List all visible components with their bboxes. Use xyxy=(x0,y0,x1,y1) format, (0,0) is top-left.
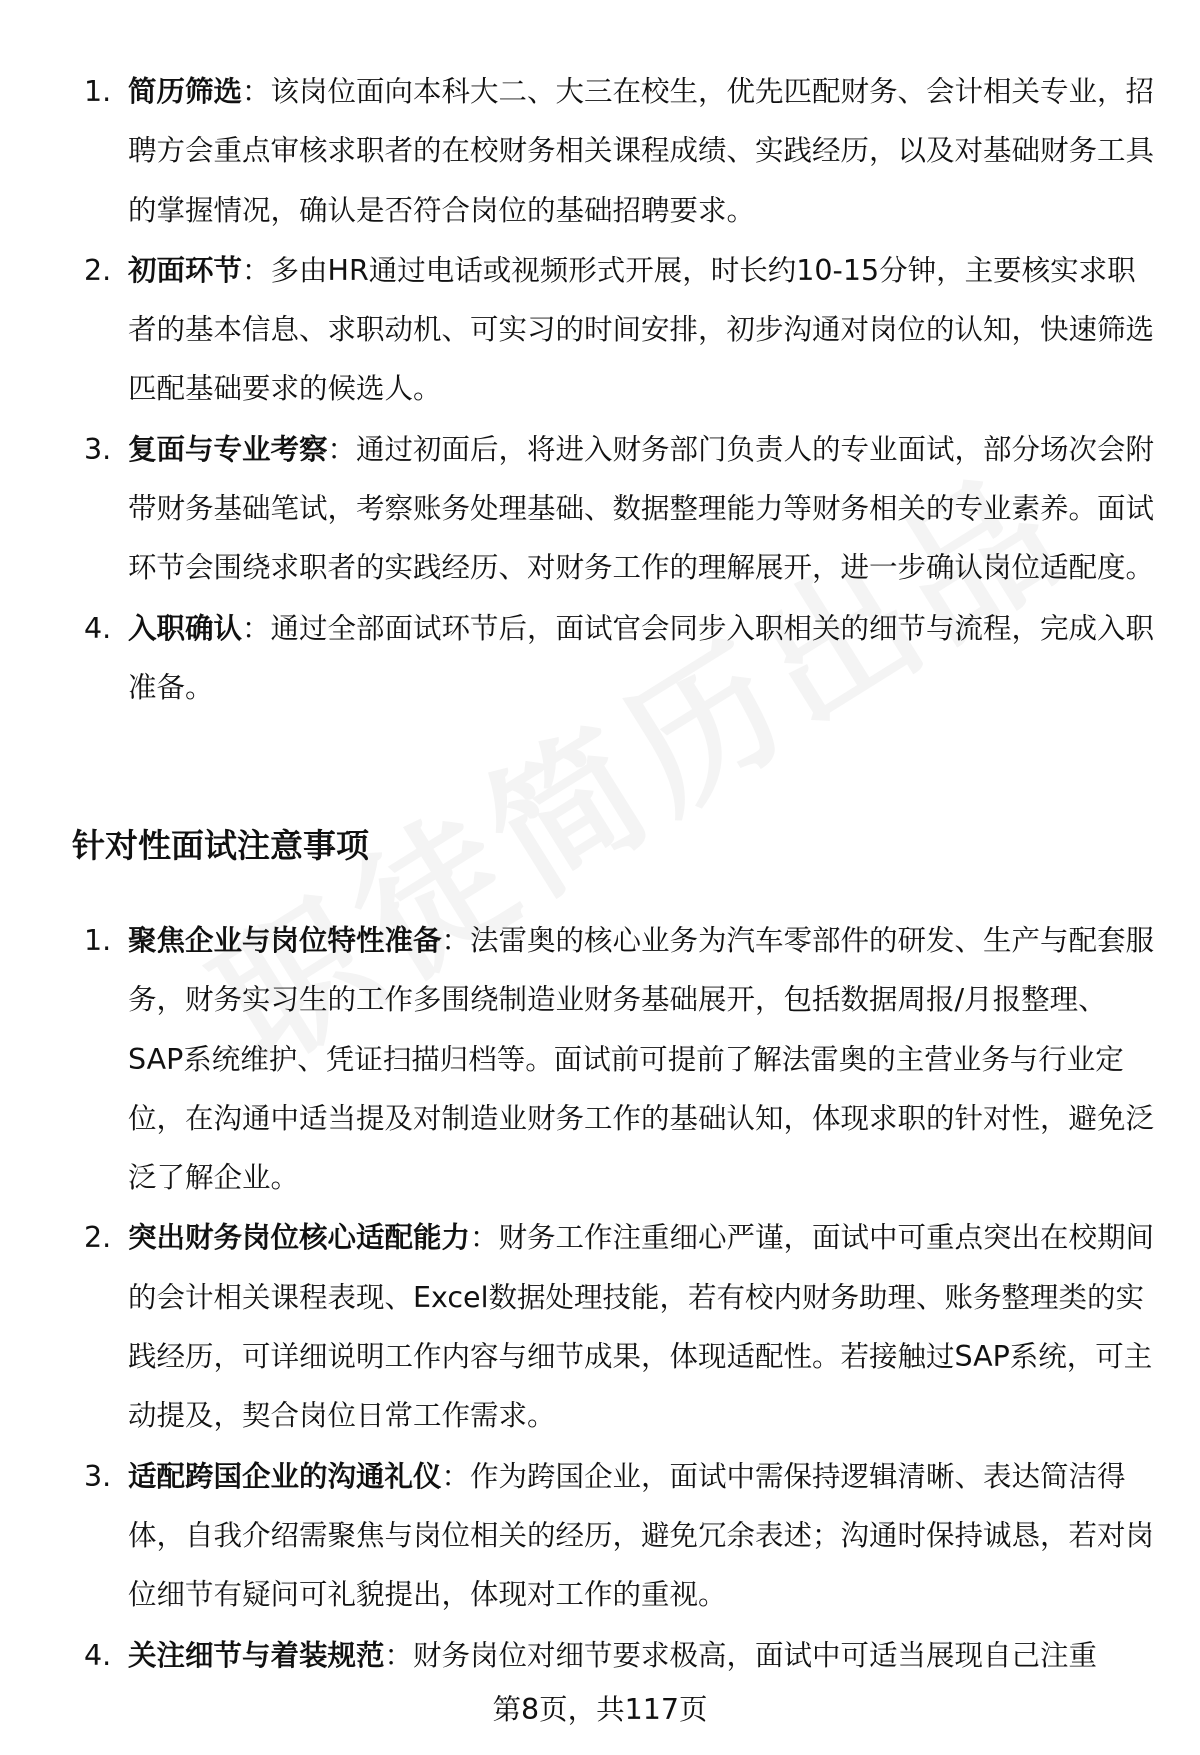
item-term: 关注细节与着装规范 xyxy=(128,1638,385,1672)
item-number: 4. xyxy=(84,1638,112,1672)
list-item xyxy=(0,62,1158,240)
item-term: 适配跨国企业的沟通礼仪 xyxy=(128,1459,442,1493)
item-text: 通过全部面试环节后，面试官会同步入职相关的细节与流程，完成入职准备。 xyxy=(128,611,1155,704)
item-separator: ： xyxy=(441,1459,471,1493)
list-item xyxy=(0,1447,1158,1625)
item-text: 通过初面后，将进入财务部门负责人的专业面试，部分场次会附带财务基础笔试，考察账务处理基础、数据整理能力等财务相关的专业素养。面试环节会围绕求职者的实践经历、对财务工作的理解展开，进一步确认岗位适配度。 xyxy=(128,432,1155,585)
list-item xyxy=(0,1208,1158,1445)
item-separator: ： xyxy=(242,253,271,287)
item-separator: ： xyxy=(242,75,271,108)
item-text: 财务工作注重细心严谨，面试中可重点突出在校期间的会计相关课程表现、Excel数据处理技能，若有校内财务助理、账务整理类的实践经历，可详细说明工作内容与细节成果，体现适配性。若接触过SAP系统，可主动提及，契合岗位日常工作需求。 xyxy=(128,1221,1155,1433)
item-number: 1. xyxy=(84,924,112,957)
item-number: 4. xyxy=(84,611,112,645)
item-term: 复面与专业考察 xyxy=(128,432,328,466)
item-number: 2. xyxy=(84,1221,112,1255)
item-term: 突出财务岗位核心适配能力 xyxy=(128,1221,471,1255)
item-number: 3. xyxy=(84,1459,112,1493)
section-title: 针对性面试注意事项 xyxy=(72,826,369,865)
item-term: 简历筛选 xyxy=(128,75,243,108)
page-number: 第8页，共117页 xyxy=(492,1693,708,1726)
item-number: 3. xyxy=(84,432,112,466)
list-item xyxy=(0,1626,1158,1685)
item-separator: ： xyxy=(470,1221,499,1255)
item-text: 作为跨国企业，面试中需保持逻辑清晰、表达简洁得体，自我介绍需聚焦与岗位相关的经历，避免冗余表述；沟通时保持诚恳，若对岗位细节有疑问可礼貌提出，体现对工作的重视。 xyxy=(128,1459,1155,1612)
interview-process-list xyxy=(0,62,1158,717)
item-separator: ： xyxy=(327,432,357,466)
list-item xyxy=(0,599,1158,718)
interview-tips-list xyxy=(0,911,1158,1685)
item-text: 该岗位面向本科大二、大三在校生，优先匹配财务、会计相关专业，招聘方会重点审核求职者的在校财务相关课程成绩、实践经历，以及对基础财务工具的掌握情况，确认是否符合岗位的基础招聘要求。 xyxy=(128,75,1155,227)
item-separator: ： xyxy=(242,611,271,645)
item-number: 1. xyxy=(84,75,112,108)
item-text: 多由HR通过电话或视频形式开展，时长约10-15分钟，主要核实求职者的基本信息、求职动机、可实习的时间安排，初步沟通对岗位的认知，快速筛选匹配基础要求的候选人。 xyxy=(128,253,1155,406)
item-text: 财务岗位对细节要求极高，面试中可适当展现自己注重 xyxy=(413,1638,1098,1672)
item-term: 初面环节 xyxy=(128,253,243,287)
list-item xyxy=(0,420,1158,598)
item-text: 法雷奥的核心业务为汽车零部件的研发、生产与配套服务，财务实习生的工作多围绕制造业财务基础展开，包括数据周报/月报整理、SAP系统维护、凭证扫描归档等。面试前可提前了解法雷奥的主营业务与行业定位，在沟通中适当提及对制造业财务工作的基础认知，体现求职的针对性，避免泛泛了解企业。 xyxy=(128,924,1155,1195)
list-item xyxy=(0,241,1158,419)
list-item xyxy=(0,911,1158,1207)
item-separator: ： xyxy=(384,1638,414,1672)
item-number: 2. xyxy=(84,253,112,287)
item-term: 入职确认 xyxy=(128,611,243,645)
item-separator: ： xyxy=(441,924,471,957)
item-term: 聚焦企业与岗位特性准备 xyxy=(128,924,442,957)
